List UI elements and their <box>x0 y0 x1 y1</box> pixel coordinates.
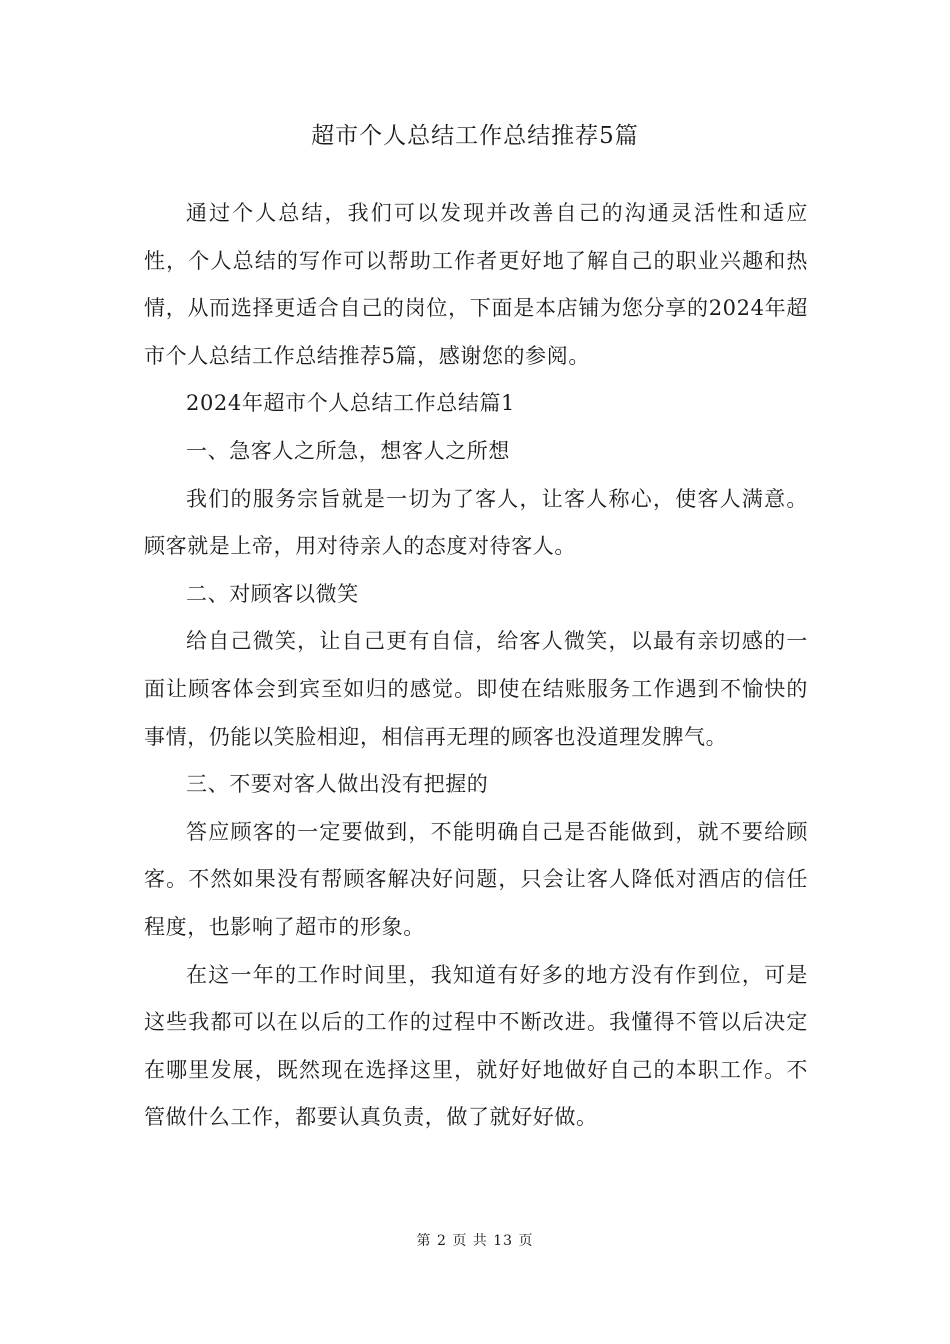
intro-paragraph: 通过个人总结，我们可以发现并改善自己的沟通灵活性和适应性，个人总结的写作可以帮助工作者更好地了解自己的职业兴趣和热情，从而选择更适合自己的岗位，下面是本店铺为您分享的2024年超市个人总结工作总结推荐5篇，感谢您的参阅。 <box>144 201 808 368</box>
footer-current-page: 2 <box>436 1233 447 1249</box>
document-title: 超市个人总结工作总结推荐5篇 <box>311 123 639 149</box>
paragraph-3: 答应顾客的一定要做到，不能明确自己是否能做到，就不要给顾客。不然如果没有帮顾客解决好问题，只会让客人降低对酒店的信任程度，也影响了超市的形象。 <box>144 819 808 939</box>
footer-prefix: 第 <box>416 1233 432 1249</box>
paragraph-4: 在这一年的工作时间里，我知道有好多的地方没有作到位，可是这些我都可以在以后的工作的过程中不断改进。我懂得不管以后决定在哪里发展，既然现在选择这里，就好好地做好自己的本职工作。不管做什么工作，都要认真负责，做了就好好做。 <box>144 962 808 1130</box>
document-body <box>144 190 808 1142</box>
paragraph-1: 我们的服务宗旨就是一切为了客人，让客人称心，使客人满意。顾客就是上帝，用对待亲人的态度对待客人。 <box>144 486 808 559</box>
section-heading: 2024年超市个人总结工作总结篇1 <box>186 391 516 416</box>
subheading-3: 三、不要对客人做出没有把握的 <box>186 772 489 797</box>
subheading-1: 一、急客人之所急，想客人之所想 <box>186 438 510 463</box>
footer-middle: 页 共 <box>452 1233 488 1249</box>
page-footer <box>0 1231 950 1251</box>
subheading-2: 二、对顾客以微笑 <box>186 581 359 606</box>
footer-suffix: 页 <box>518 1233 534 1249</box>
footer-total-pages: 13 <box>493 1233 514 1249</box>
paragraph-2: 给自己微笑，让自己更有自信，给客人微笑，以最有亲切感的一面让顾客体会到宾至如归的感觉。即使在结账服务工作遇到不愉快的事情，仍能以笑脸相迎，相信再无理的顾客也没道理发脾气。 <box>144 629 808 749</box>
